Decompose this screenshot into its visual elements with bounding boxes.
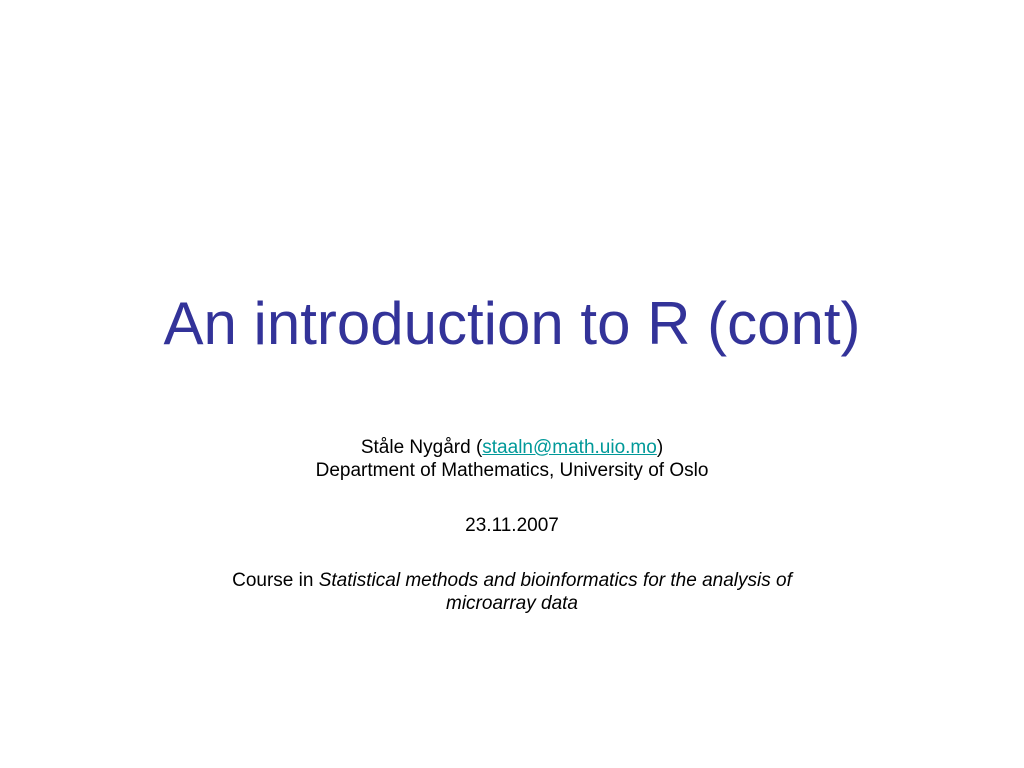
slide-subtitle bbox=[150, 436, 874, 615]
author-email-link[interactable]: staaln@math.uio.mo bbox=[482, 437, 657, 458]
course-line bbox=[150, 569, 874, 592]
date: 23.11.2007 bbox=[465, 515, 559, 536]
author-name-suffix: ) bbox=[656, 437, 664, 458]
affiliation: Department of Mathematics, University of Oslo bbox=[315, 460, 709, 481]
author-line bbox=[150, 436, 874, 459]
author-name: Ståle Nygård ( bbox=[360, 437, 483, 458]
course-prefix: Course in bbox=[232, 570, 319, 591]
course-name-line1: Statistical methods and bioinformatics for the analysis of bbox=[318, 570, 792, 591]
course-name-line2: microarray data bbox=[446, 593, 578, 614]
slide-title: An introduction to R (cont) bbox=[163, 290, 861, 357]
